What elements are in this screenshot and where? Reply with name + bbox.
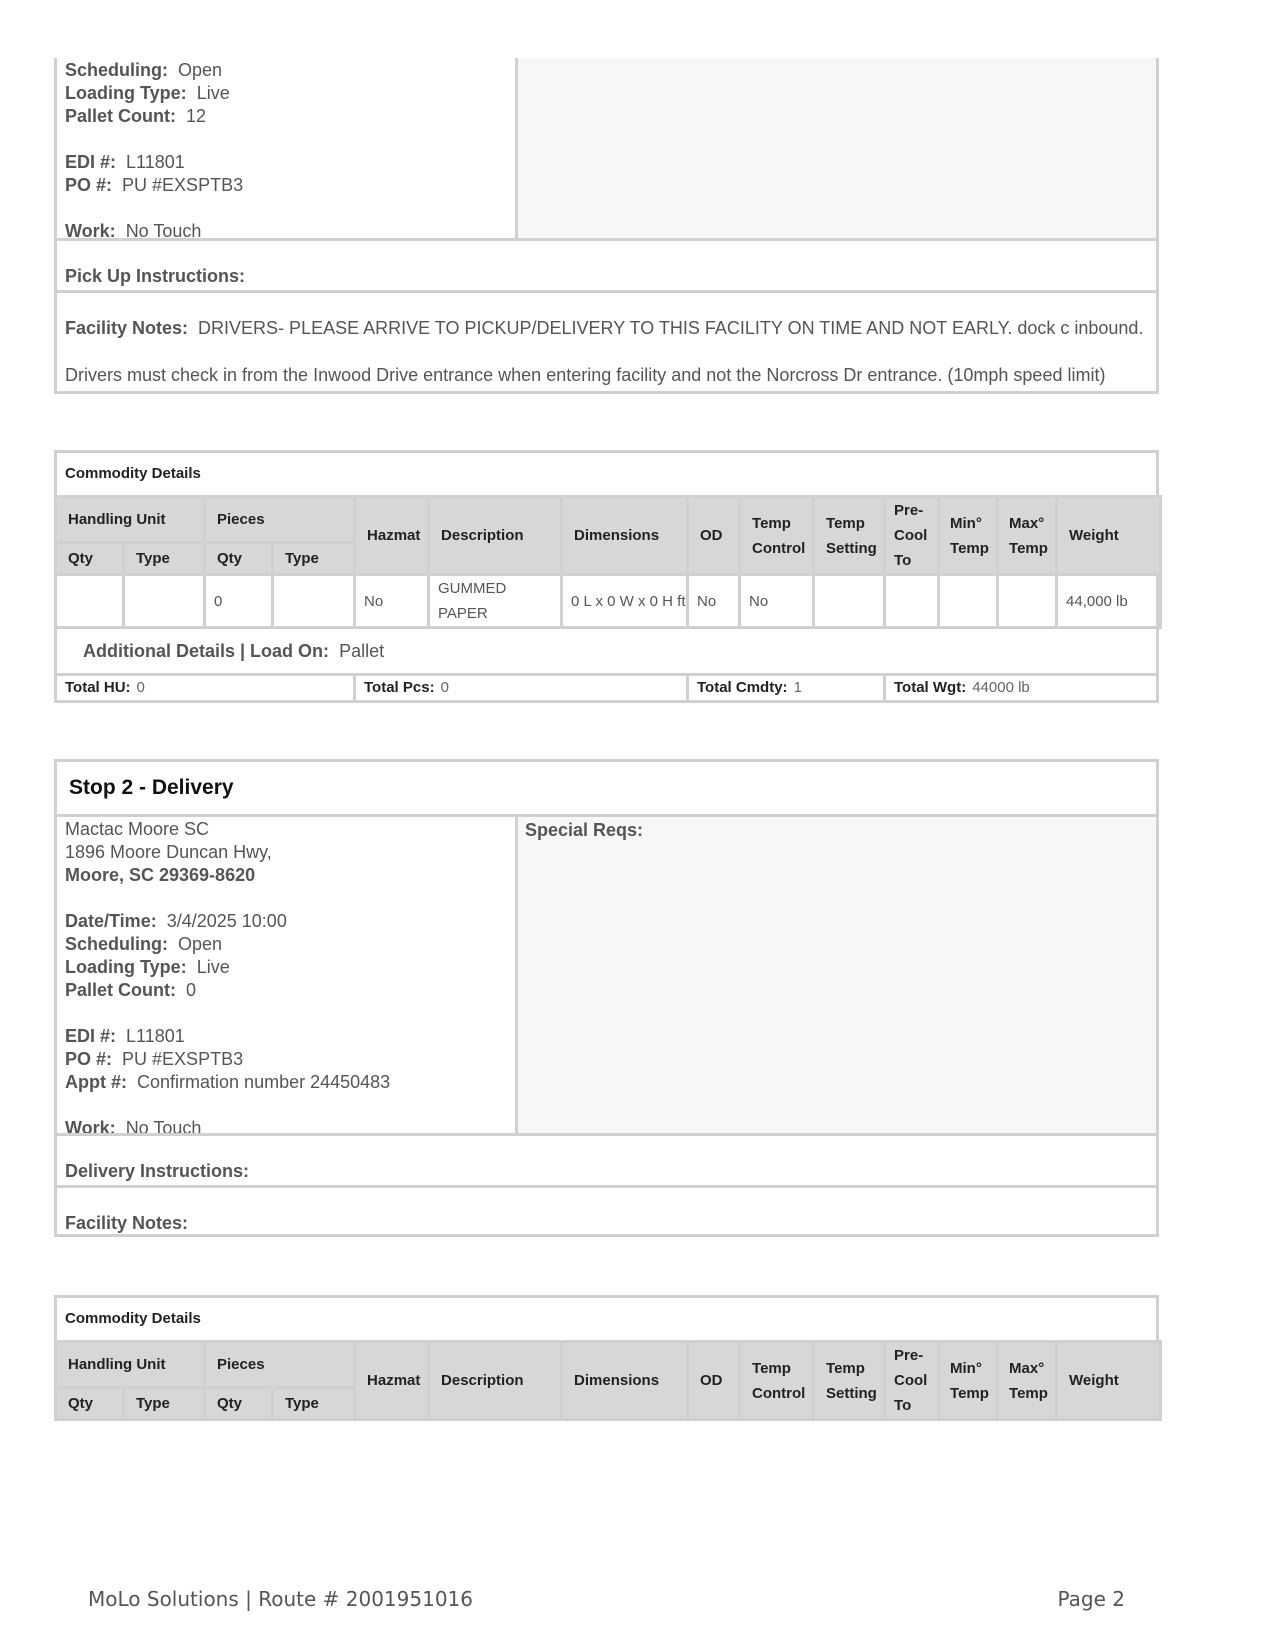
- hu-qty-header: Qty: [56, 543, 124, 575]
- weight-header: Weight: [1057, 497, 1161, 575]
- total-pcs: Total Pcs: 0: [353, 673, 689, 703]
- work-field: Work: No Touch: [65, 221, 202, 241]
- pre-cool-header: Pre-Cool To: [885, 497, 939, 575]
- stop2-title: Stop 2 - Delivery: [69, 776, 234, 799]
- od-header: OD: [688, 497, 740, 575]
- min-temp-header: Min° Temp: [939, 497, 998, 575]
- edi-field: EDI #: L11801: [65, 1026, 185, 1046]
- datetime-field: Date/Time: 3/4/2025 10:00: [65, 911, 287, 931]
- temp-setting-header: Temp Setting: [814, 1342, 885, 1420]
- total-cmdty: Total Cmdty: 1: [686, 673, 886, 703]
- pickup-instructions-label: Pick Up Instructions:: [65, 266, 246, 286]
- commodity-details-2: [54, 1295, 1159, 1416]
- weight-header: Weight: [1057, 1342, 1161, 1420]
- pieces-header: Pieces: [205, 497, 355, 543]
- description-header: Description: [429, 497, 562, 575]
- stop1-card: [54, 58, 1159, 394]
- footer-route: MoLo Solutions | Route # 2001951016: [88, 1587, 473, 1611]
- facility-notes-label: Facility Notes:: [65, 1213, 189, 1233]
- stop2-card: [54, 759, 1159, 1237]
- appt-field: Appt #: Confirmation number 24450483: [65, 1072, 391, 1092]
- commodity-details-1: [54, 450, 1159, 703]
- hu-type-header: Type: [124, 543, 205, 575]
- total-wgt: Total Wgt: 44000 lb: [883, 673, 1159, 703]
- special-reqs-panel: [515, 817, 1156, 1134]
- temp-control-header: Temp Control: [740, 1342, 814, 1420]
- max-temp-header: Max° Temp: [998, 1342, 1057, 1420]
- commodity-table: [54, 1340, 1162, 1421]
- pcs-type-header: Type: [273, 1388, 355, 1420]
- commodity-title: Commodity Details: [65, 465, 201, 482]
- hazmat-header: Hazmat: [355, 1342, 429, 1420]
- pieces-header: Pieces: [205, 1342, 355, 1388]
- po-field: PO #: PU #EXSPTB3: [65, 175, 244, 195]
- address-street: 1896 Moore Duncan Hwy,: [65, 842, 272, 862]
- stop1-special-panel: [515, 58, 1156, 239]
- footer-page-number: Page 2: [1057, 1587, 1125, 1611]
- pre-cool-header: Pre-Cool To: [885, 1342, 939, 1420]
- additional-details: Additional Details | Load On: Pallet: [83, 641, 385, 661]
- facility-notes-line2: Drivers must check in from the Inwood Drive entrance when entering facility and not the Norcross Dr entrance. (10mph speed limit): [65, 365, 1106, 385]
- facility-notes: Facility Notes: DRIVERS- PLEASE ARRIVE TO PICKUP/DELIVERY TO THIS FACILITY ON TIME AND NOT EARLY. dock c inbound.: [65, 318, 1144, 338]
- commodity-title: Commodity Details: [65, 1310, 201, 1327]
- pallet-count-field: Pallet Count: 0: [65, 980, 197, 1000]
- totals-row: [54, 673, 1159, 703]
- commodity-table: [54, 495, 1162, 629]
- hu-type-header: Type: [124, 1388, 205, 1420]
- od-header: OD: [688, 1342, 740, 1420]
- handling-unit-header: Handling Unit: [56, 1342, 205, 1388]
- work-field: Work: No Touch: [65, 1118, 202, 1138]
- po-field: PO #: PU #EXSPTB3: [65, 1049, 244, 1069]
- address-city: Moore, SC 29369-8620: [65, 865, 256, 885]
- dimensions-header: Dimensions: [562, 1342, 688, 1420]
- loading-type-field: Loading Type: Live: [65, 957, 230, 977]
- delivery-instructions-label: Delivery Instructions:: [65, 1161, 250, 1181]
- scheduling-field: Scheduling: Open: [65, 60, 223, 80]
- temp-setting-header: Temp Setting: [814, 497, 885, 575]
- pcs-qty-header: Qty: [205, 543, 273, 575]
- total-hu: Total HU: 0: [54, 673, 356, 703]
- temp-control-header: Temp Control: [740, 497, 814, 575]
- pcs-qty-header: Qty: [205, 1388, 273, 1420]
- hu-qty-header: Qty: [56, 1388, 124, 1420]
- stop2-fields: [65, 818, 390, 1140]
- edi-field: EDI #: L11801: [65, 152, 185, 172]
- table-row: 0 No GUMMED PAPER 0 L x 0 W x 0 H ft No No 44,000 lb: [56, 575, 1161, 628]
- scheduling-field: Scheduling: Open: [65, 934, 223, 954]
- hazmat-header: Hazmat: [355, 497, 429, 575]
- address-name: Mactac Moore SC: [65, 819, 210, 839]
- loading-type-field: Loading Type: Live: [65, 83, 230, 103]
- stop1-fields: [65, 59, 243, 243]
- pcs-type-header: Type: [273, 543, 355, 575]
- min-temp-header: Min° Temp: [939, 1342, 998, 1420]
- max-temp-header: Max° Temp: [998, 497, 1057, 575]
- description-header: Description: [429, 1342, 562, 1420]
- dimensions-header: Dimensions: [562, 497, 688, 575]
- pallet-count-field: Pallet Count: 12: [65, 106, 207, 126]
- handling-unit-header: Handling Unit: [56, 497, 205, 543]
- special-reqs-label: Special Reqs:: [525, 820, 644, 840]
